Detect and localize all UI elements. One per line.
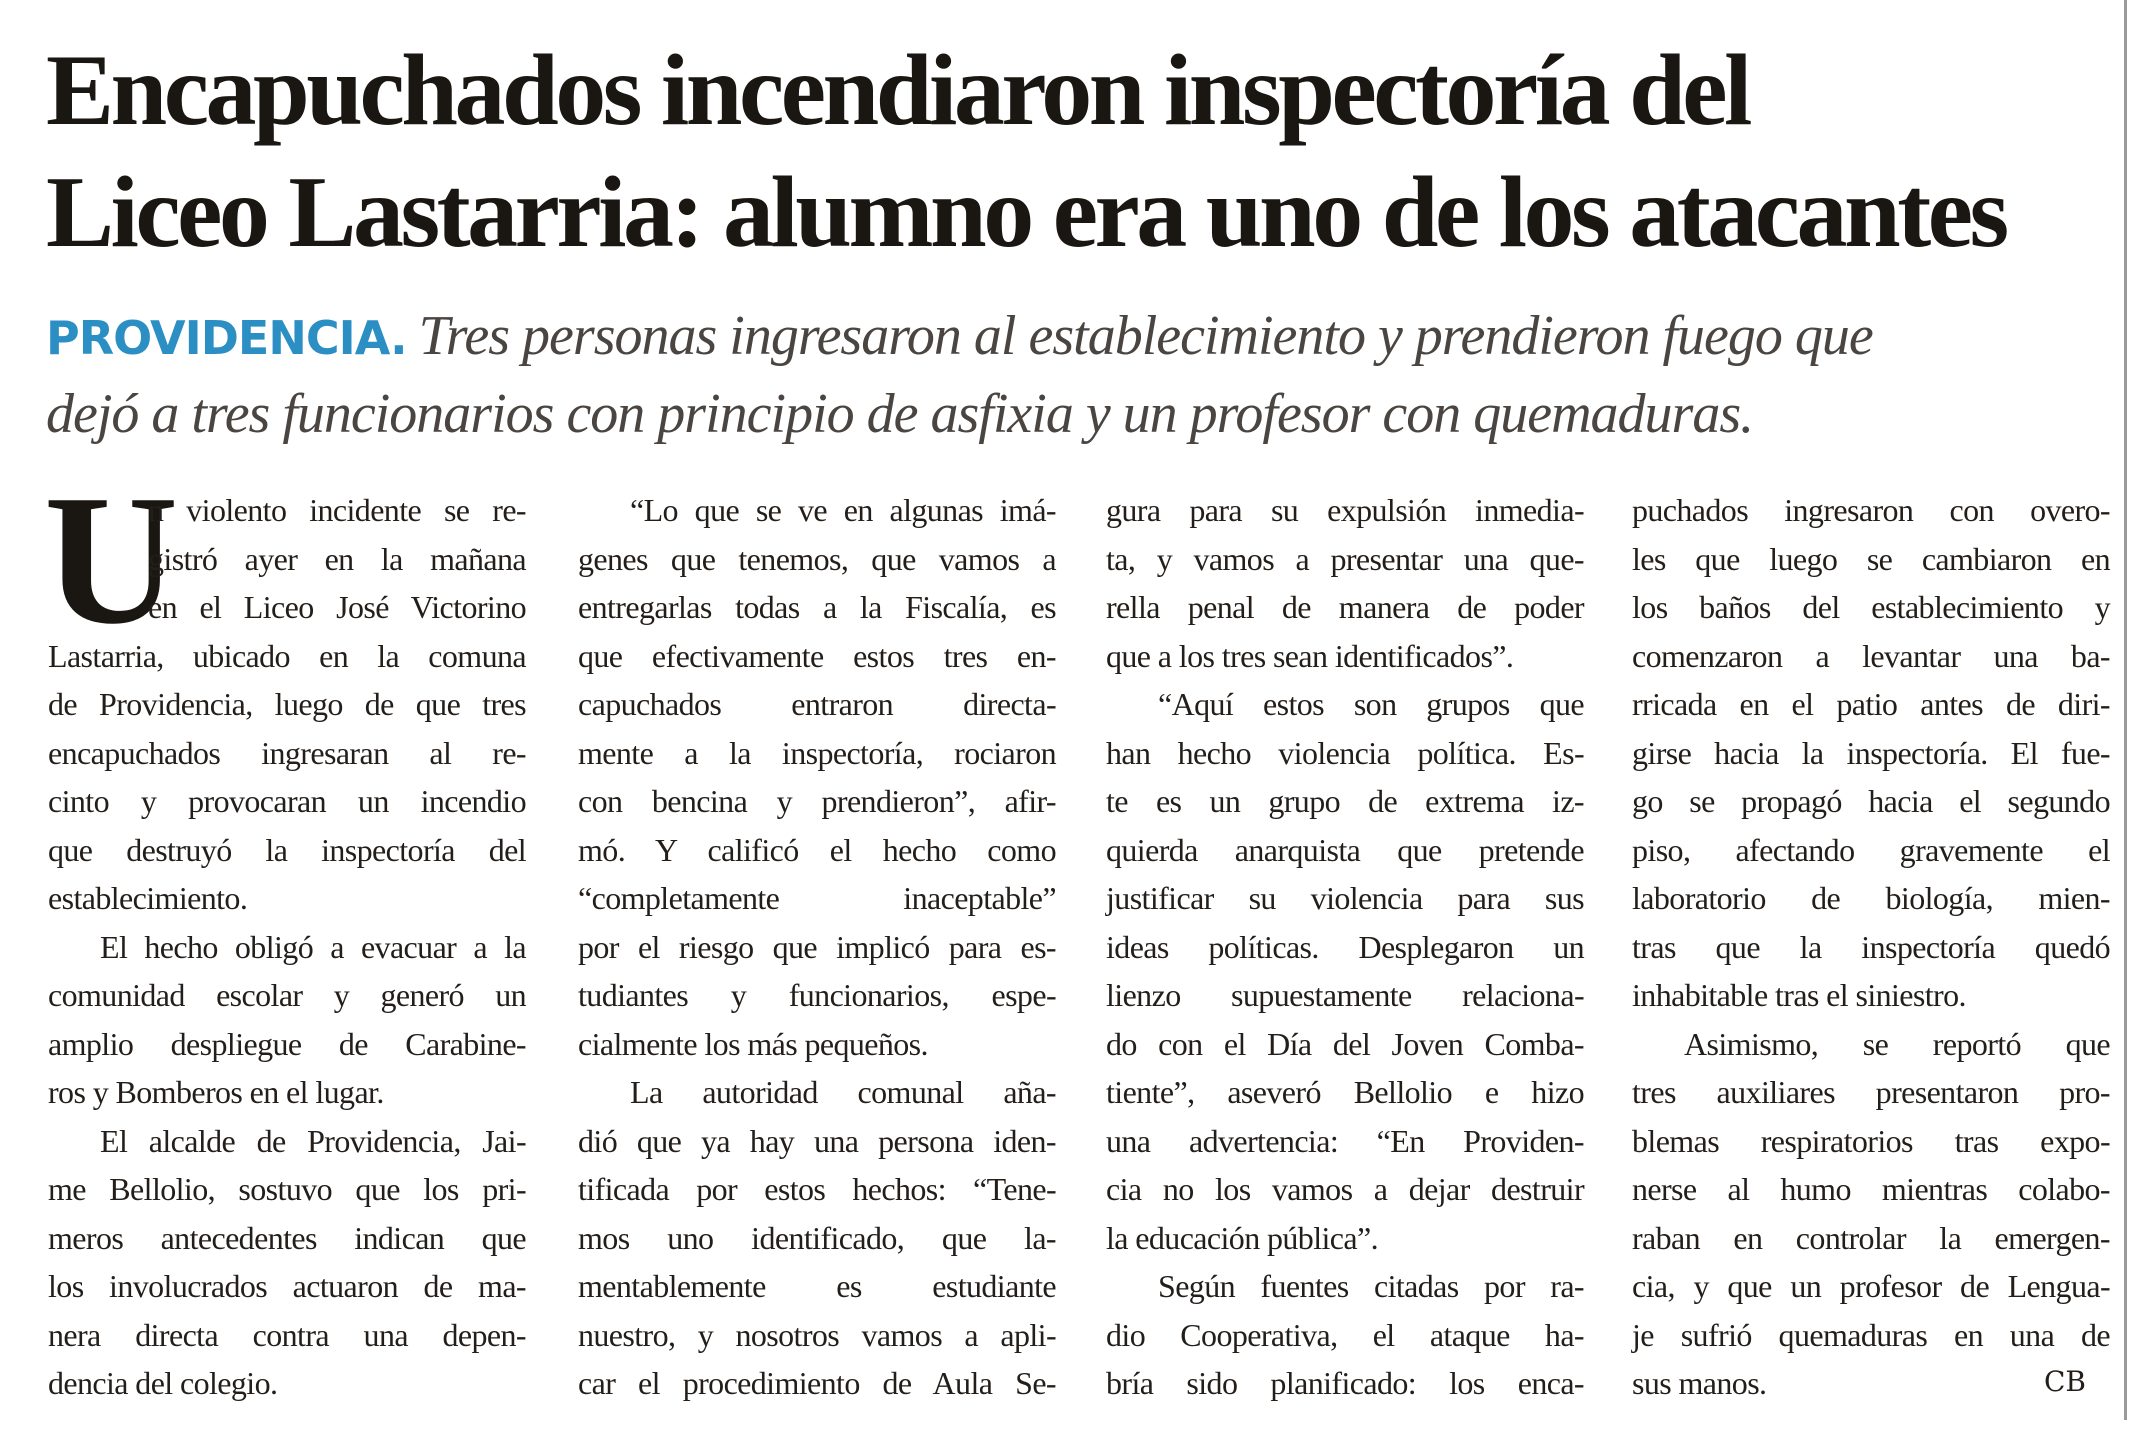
body-line: girse hacia la inspectoría. El fue-: [1632, 734, 2110, 771]
body-line: gura para su expulsión inmedia-: [1106, 492, 1584, 528]
body-line: laboratorio de biología, mien-: [1632, 880, 2110, 916]
body-line: gistró ayer en la mañana: [148, 540, 526, 577]
body-line: mos uno identificado, que la-: [578, 1219, 1056, 1256]
body-line: los baños del establecimiento y: [1632, 589, 2110, 625]
body-line: ideas políticas. Desplegaron un: [1106, 928, 1584, 965]
body-line: quierda anarquista que pretende: [1106, 831, 1584, 868]
body-line: que efectivamente estos tres en-: [578, 637, 1056, 674]
body-line: ros y Bomberos en el lugar.: [48, 1074, 384, 1110]
deck-text-1: Tres personas ingresaron al establecimiento y prendieron fuego que: [418, 305, 1873, 367]
body-line: “Aquí estos son grupos que: [1158, 686, 1584, 722]
deck-line-1: [46, 298, 2106, 376]
dateline: PROVIDENCIA.: [46, 311, 407, 365]
body-line: que a los tres sean identificados”.: [1106, 637, 1514, 674]
body-line: inhabitable tras el siniestro.: [1632, 977, 1966, 1013]
body-line: mente a la inspectoría, rociaron: [578, 734, 1056, 771]
body-line: establecimiento.: [48, 880, 248, 916]
body-line: car el procedimiento de Aula Se-: [578, 1365, 1056, 1401]
body-line: Lastarria, ubicado en la comuna: [48, 637, 526, 674]
body-line: cia no los vamos a dejar destruir: [1106, 1171, 1584, 1207]
body-line: “completamente inaceptable”: [578, 880, 1056, 916]
body-line: La autoridad comunal aña-: [630, 1074, 1056, 1110]
body-line: han hecho violencia política. Es-: [1106, 734, 1584, 771]
body-column-2: [578, 486, 1056, 1408]
body-line: encapuchados ingresaran al re-: [48, 734, 526, 771]
body-line: meros antecedentes indican que: [48, 1219, 526, 1256]
body-line: puchados ingresaron con overo-: [1632, 492, 2110, 528]
body-line: tificada por estos hechos: “Tene-: [578, 1171, 1056, 1207]
body-line: dió que ya hay una persona iden-: [578, 1122, 1056, 1159]
drop-cap: U: [44, 457, 178, 663]
body-line: entregarlas todas a la Fiscalía, es: [578, 589, 1056, 625]
body-line: me Bellolio, sostuvo que los pri-: [48, 1171, 526, 1207]
body-line: rricada en el patio antes de diri-: [1632, 686, 2110, 722]
body-line: mó. Y calificó el hecho como: [578, 831, 1056, 868]
body-line: cialmente los más pequeños.: [578, 1025, 928, 1062]
body-line: por el riesgo que implicó para es-: [578, 928, 1056, 965]
body-line: les que luego se cambiaron en: [1632, 540, 2110, 577]
body-line: Según fuentes citadas por ra-: [1158, 1268, 1584, 1304]
end-of-article-mark: CB: [2044, 1365, 2086, 1398]
body-column-1: [44, 457, 526, 1408]
body-line: en el Liceo José Victorino: [148, 589, 526, 625]
body-line: comenzaron a levantar una ba-: [1632, 637, 2110, 674]
body-line: tiente”, aseveró Bellolio e hizo: [1106, 1074, 1584, 1110]
headline-line-1: Encapuchados incendiaron inspectoría del: [46, 34, 1749, 147]
headline-line-2: Liceo Lastarria: alumno era uno de los atacantes: [46, 156, 2006, 269]
body-line: mentablemente es estudiante: [578, 1268, 1056, 1304]
body-line: blemas respiratorios tras expo-: [1632, 1122, 2110, 1159]
page-edge-rule: [2124, 0, 2127, 1420]
body-line: rella penal de manera de poder: [1106, 589, 1584, 625]
body-line: sus manos.: [1632, 1365, 1767, 1401]
body-line: comunidad escolar y generó un: [48, 977, 526, 1013]
body-line: dio Cooperativa, el ataque ha-: [1106, 1316, 1584, 1353]
body-line: que destruyó la inspectoría del: [48, 831, 526, 868]
body-line: ta, y vamos a presentar una que-: [1106, 540, 1584, 577]
body-line: go se propagó hacia el segundo: [1632, 783, 2110, 819]
body-line: te es un grupo de extrema iz-: [1106, 783, 1584, 819]
body-line: nuestro, y nosotros vamos a apli-: [578, 1316, 1056, 1353]
body-line: El alcalde de Providencia, Jai-: [100, 1122, 526, 1159]
body-line: bría sido planificado: los enca-: [1106, 1365, 1584, 1401]
body-line: amplio despliegue de Carabine-: [48, 1025, 526, 1062]
body-line: dencia del colegio.: [48, 1365, 278, 1401]
body-line: piso, afectando gravemente el: [1632, 831, 2110, 868]
body-line: “Lo que se ve en algunas imá-: [630, 492, 1056, 528]
body-line: cinto y provocaran un incendio: [48, 783, 526, 819]
article-headline: [46, 30, 2116, 274]
body-line: con bencina y prendieron”, afir-: [578, 783, 1056, 819]
body-line: tudiantes y funcionarios, espe-: [578, 977, 1056, 1013]
body-line: de Providencia, luego de que tres: [48, 686, 526, 722]
body-line: je sufrió quemaduras en una de: [1632, 1316, 2110, 1353]
article-deck: [46, 298, 2106, 452]
body-line: Asimismo, se reportó que: [1684, 1025, 2110, 1062]
body-line: los involucrados actuaron de ma-: [48, 1268, 526, 1304]
body-line: nera directa contra una depen-: [48, 1316, 526, 1353]
article-body: [44, 457, 2110, 1406]
body-line: lienzo supuestamente relaciona-: [1106, 977, 1584, 1013]
body-line: genes que tenemos, que vamos a: [578, 540, 1056, 577]
body-line: la educación pública”.: [1106, 1219, 1378, 1256]
body-line: cia, y que un profesor de Lengua-: [1632, 1268, 2110, 1304]
body-line: una advertencia: “En Providen-: [1106, 1122, 1584, 1159]
body-line: n violento incidente se re-: [148, 492, 526, 528]
body-line: capuchados entraron directa-: [578, 686, 1056, 722]
body-line: tras que la inspectoría quedó: [1632, 928, 2110, 965]
body-line: raban en controlar la emergen-: [1632, 1219, 2110, 1256]
body-line: justificar su violencia para sus: [1106, 880, 1584, 916]
body-column-3: [1106, 486, 1584, 1408]
body-line: do con el Día del Joven Comba-: [1106, 1025, 1584, 1062]
body-column-4: [1632, 486, 2110, 1408]
body-line: nerse al humo mientras colabo-: [1632, 1171, 2110, 1207]
body-line: tres auxiliares presentaron pro-: [1632, 1074, 2110, 1110]
deck-line-2: dejó a tres funcionarios con principio de asfixia y un profesor con quemaduras.: [46, 383, 1754, 445]
body-line: El hecho obligó a evacuar a la: [100, 928, 526, 965]
